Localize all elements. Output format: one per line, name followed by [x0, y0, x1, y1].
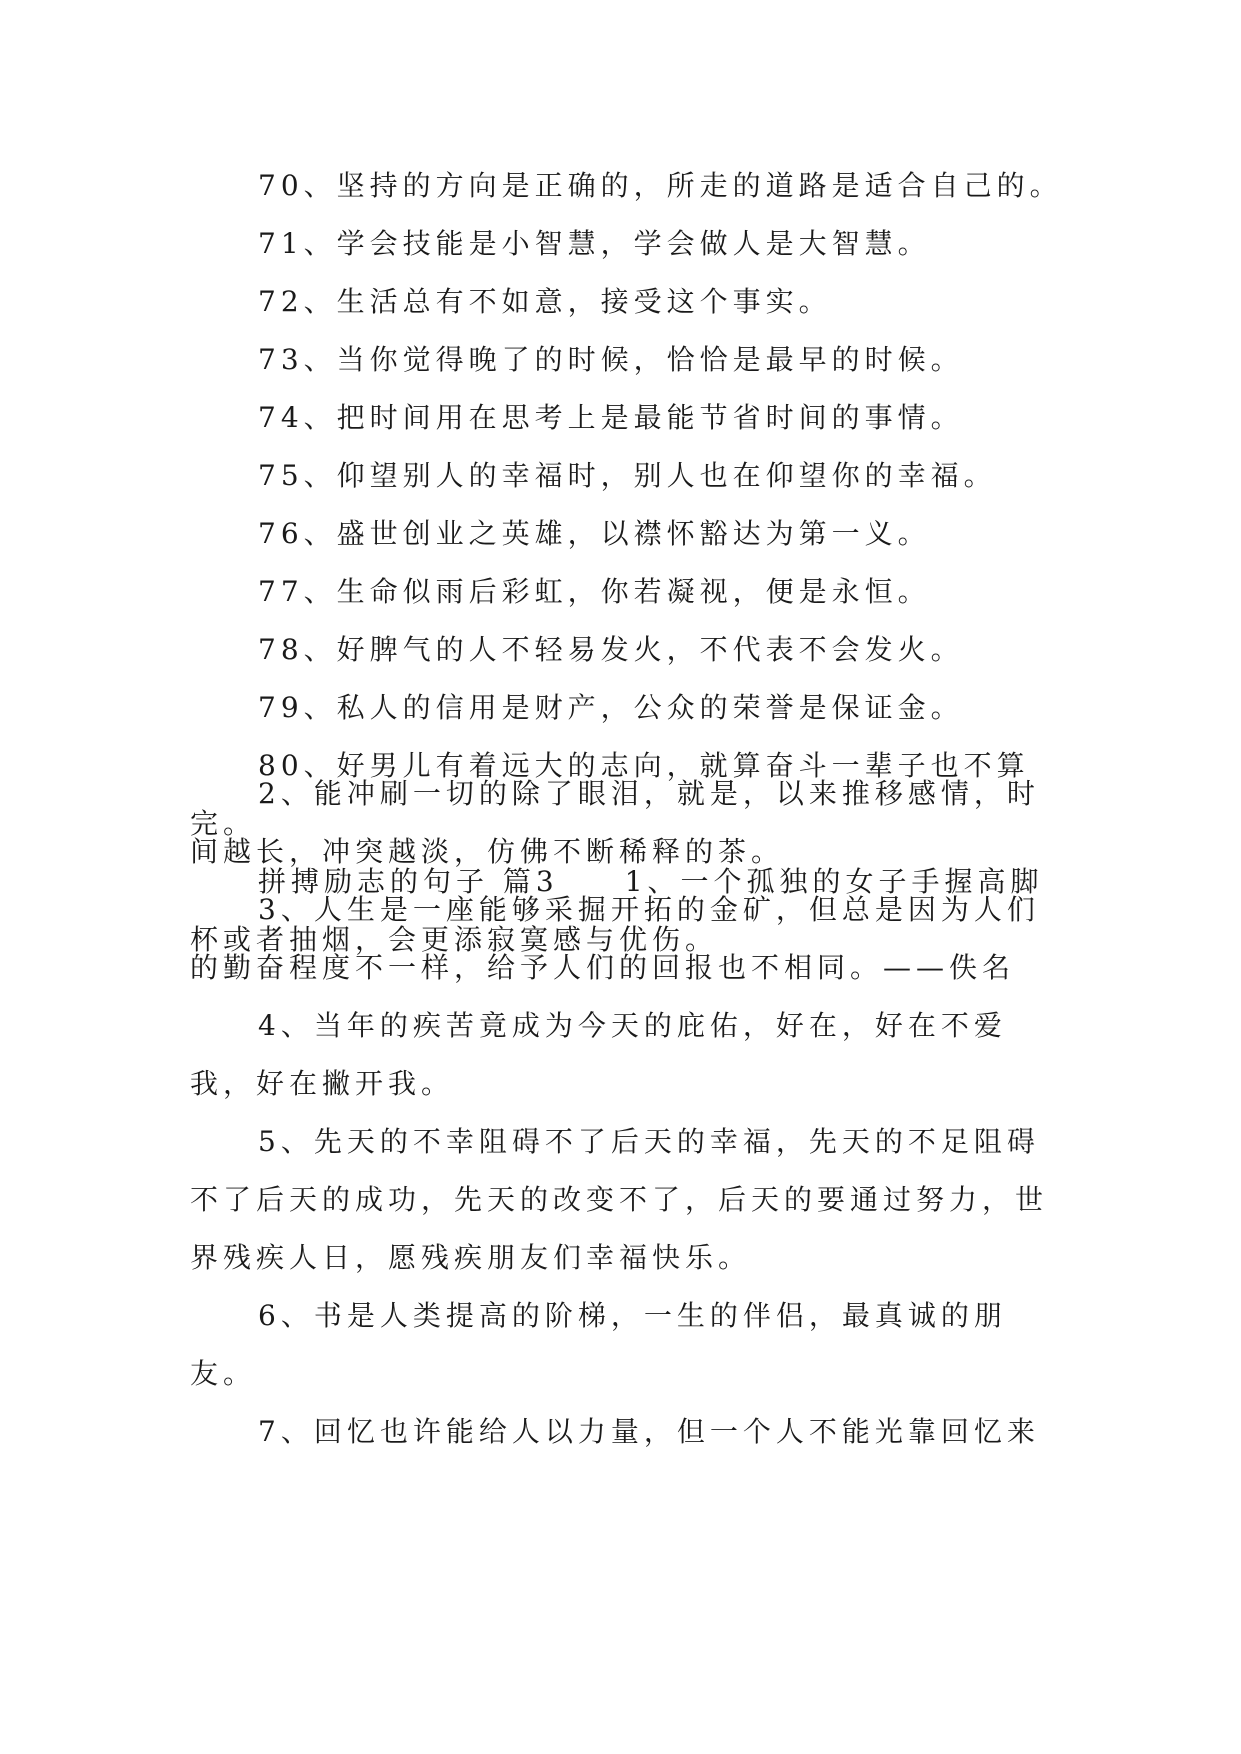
- quote-item: 1、一个孤独的女子手握高脚杯或者抽烟，会更添寂寞感与优伤。: [190, 865, 1044, 956]
- quote-item: 78、好脾气的人不轻易发火，不代表不会发火。: [258, 633, 964, 666]
- quote-item: 73、当你觉得晚了的时候，恰恰是最早的时候。: [258, 343, 964, 376]
- quote-item: 75、仰望别人的幸福时，别人也在仰望你的幸福。: [258, 459, 997, 492]
- quote-item: 7、回忆也许能给人以力量，但一个人不能光靠回忆来: [258, 1415, 1040, 1448]
- quote-item: 74、把时间用在思考上是最能节省时间的事情。: [258, 401, 964, 434]
- quote-item: 80、好男儿有着远大的志向，就算奋斗一辈子也不算完。: [190, 749, 1030, 840]
- quote-item: 77、生命似雨后彩虹，你若凝视，便是永恒。: [258, 575, 931, 608]
- quote-item: 79、私人的信用是财产，公众的荣誉是保证金。: [258, 691, 964, 724]
- quote-list-b: [190, 765, 1070, 1461]
- quote-item: 4、当年的疾苦竟成为今天的庇佑，好在，好在不爱我，好在撇开我。: [190, 1009, 1007, 1100]
- document-page: [190, 0, 1070, 1754]
- quote-item: 3、人生是一座能够采掘开拓的金矿，但总是因为人们的勤奋程度不一样，给予人们的回报也不相同。——佚名: [190, 893, 1040, 984]
- quote-item: 70、坚持的方向是正确的，所走的道路是适合自己的。: [258, 169, 1063, 202]
- section-heading: 拼搏励志的句子 篇3: [258, 865, 559, 898]
- quote-item: 2、能冲刷一切的除了眼泪，就是，以来推移感情，时间越长，冲突越淡，仿佛不断稀释的茶。: [190, 777, 1040, 868]
- quote-item: 76、盛世创业之英雄，以襟怀豁达为第一义。: [258, 517, 931, 550]
- quote-item: 72、生活总有不如意，接受这个事实。: [258, 285, 832, 318]
- quote-item: 5、先天的不幸阻碍不了后天的幸福，先天的不足阻碍不了后天的成功，先天的改变不了，后天的要通过努力，世界残疾人日，愿残疾朋友们幸福快乐。: [190, 1125, 1049, 1274]
- quote-item: 71、学会技能是小智慧，学会做人是大智慧。: [258, 227, 931, 260]
- quote-item: 6、书是人类提高的阶梯，一生的伴侣，最真诚的朋友。: [190, 1299, 1007, 1390]
